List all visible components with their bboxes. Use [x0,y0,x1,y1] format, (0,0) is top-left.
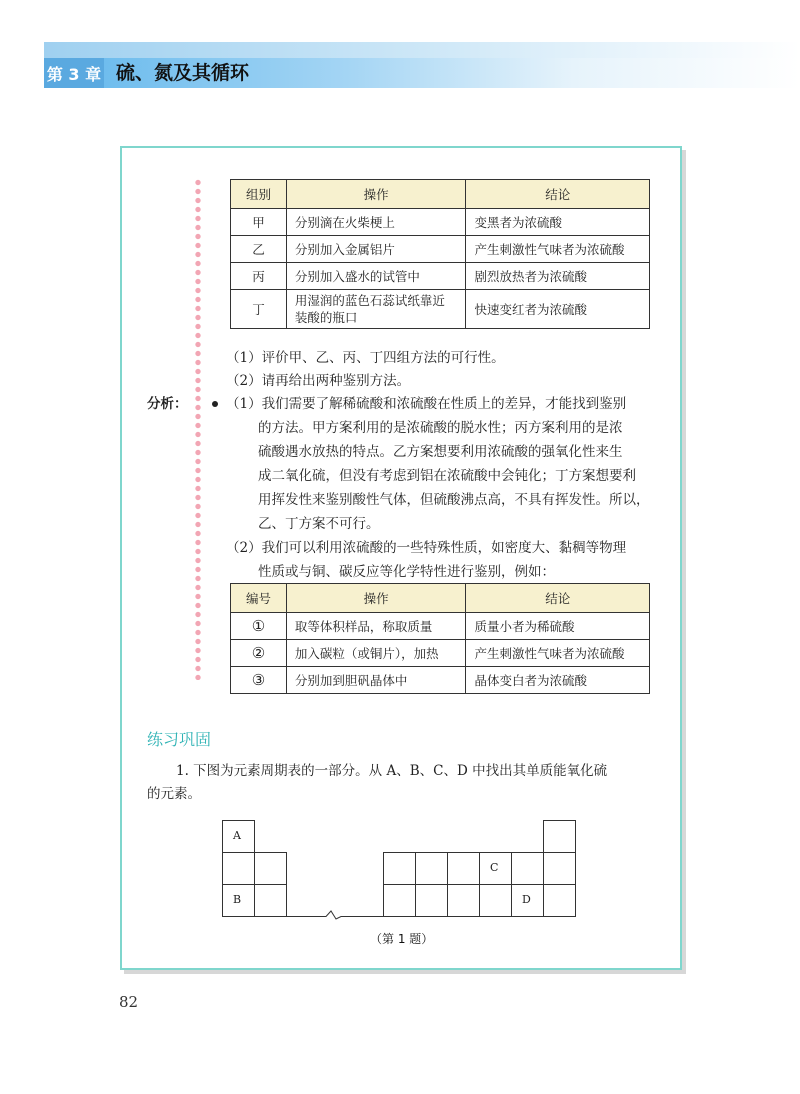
row-group: 甲 [231,209,287,236]
practice-question-line: 1. 下图为元素周期表的一部分。从 A、B、C、D 中找出其单质能氧化硫 [176,763,608,779]
row-operation [286,290,466,329]
row-operation: 分别加入金属铝片 [286,236,466,263]
row-conclusion: 快速变红者为浓硫酸 [466,290,650,329]
row-operation: 分别加入盛水的试管中 [286,263,466,290]
row-operation: 加入碳粒（或铜片），加热 [286,640,466,667]
figure-caption: （第 1 题） [370,932,434,946]
table-row [231,640,650,667]
row-conclusion: 产生刺激性气味者为浓硫酸 [466,236,650,263]
periodic-table-fragment [222,820,578,920]
row-operation: 分别加到胆矾晶体中 [286,667,466,694]
practice-title: 练习巩固 [147,730,212,749]
table-row [231,613,650,640]
element-cell [447,852,480,885]
analysis-line: （1）我们需要了解稀硫酸和浓硫酸在性质上的差异，才能找到鉴别 [226,396,627,412]
element-cell [415,852,448,885]
chapter-title: 硫、氮及其循环 [116,62,250,84]
element-label-b: B [233,893,242,906]
operation-line: 装酸的瓶口 [294,310,358,325]
question-2: （2）请再给出两种鉴别方法。 [226,373,411,389]
element-cell-a [222,820,255,853]
header-operation: 操作 [286,584,466,613]
row-group: 乙 [231,236,287,263]
analysis-line: 的方法。甲方案利用的是浓硫酸的脱水性；丙方案利用的是浓 [258,420,623,436]
row-conclusion: 变黑者为浓硫酸 [466,209,650,236]
header-operation: 操作 [286,180,466,209]
element-cell [254,852,287,885]
table-row [231,263,650,290]
element-cell [383,852,416,885]
row-operation: 分别滴在火柴梗上 [286,209,466,236]
element-cell [222,852,255,885]
chapter-badge: 第 3 章 [44,58,104,88]
element-cell [543,884,576,917]
table-row [231,290,650,329]
analysis-label: 分析： [147,396,188,412]
element-cell [479,884,512,917]
element-cell [543,852,576,885]
analysis-line: 乙、丁方案不可行。 [258,516,380,532]
element-cell [511,852,544,885]
bullet-icon [212,401,218,407]
row-conclusion: 晶体变白者为浓硫酸 [466,667,650,694]
element-label-c: C [490,861,499,874]
question-1: （1）评价甲、乙、丙、丁四组方法的可行性。 [226,350,505,366]
row-conclusion: 产生刺激性气味者为浓硫酸 [466,640,650,667]
row-operation: 取等体积样品，称取质量 [286,613,466,640]
analysis-line: 性质或与铜、碳反应等化学特性进行鉴别，例如： [258,564,555,580]
analysis-line: 成二氧化硫，但没有考虑到铝在浓硫酸中会钝化；丁方案想要利 [258,468,636,484]
row-conclusion: 剧烈放热者为浓硫酸 [466,263,650,290]
analysis-line: （2）我们可以利用浓硫酸的一些特殊性质，如密度大、黏稠等物理 [226,540,627,556]
table-header-row [231,180,650,209]
header-group: 组别 [231,180,287,209]
header-conclusion: 结论 [466,584,650,613]
row-number: ② [231,640,287,667]
practice-question-line: 的元素。 [147,786,201,802]
page-number: 82 [119,993,139,1011]
identification-table [230,583,650,694]
element-cell [254,884,287,917]
element-cell-c [479,852,512,885]
chapter-header [0,42,800,88]
row-group: 丁 [231,290,287,329]
table-row [231,236,650,263]
element-cell-b [222,884,255,917]
table-row [231,667,650,694]
table-row [231,209,650,236]
analysis-line: 硫酸遇水放热的特点。乙方案想要利用浓硫酸的强氧化性来生 [258,444,623,460]
row-group: 丙 [231,263,287,290]
element-cell [415,884,448,917]
header-number: 编号 [231,584,287,613]
row-conclusion: 质量小者为稀硫酸 [466,613,650,640]
element-label-d: D [522,893,531,906]
operation-line: 用湿润的蓝色石蕊试纸靠近 [294,293,445,308]
row-number: ③ [231,667,287,694]
element-cell-d [511,884,544,917]
table-header-row [231,584,650,613]
element-cell [543,820,576,853]
experiment-table [230,179,650,329]
row-number: ① [231,613,287,640]
element-label-a: A [233,829,241,842]
decorative-dot-column [194,178,202,680]
element-cell [383,884,416,917]
table-break-line [286,908,384,920]
analysis-line: 用挥发性来鉴别酸性气体，但硫酸沸点高，不具有挥发性。所以， [258,492,650,508]
header-top-stripe [44,42,800,58]
header-conclusion: 结论 [466,180,650,209]
element-cell [447,884,480,917]
